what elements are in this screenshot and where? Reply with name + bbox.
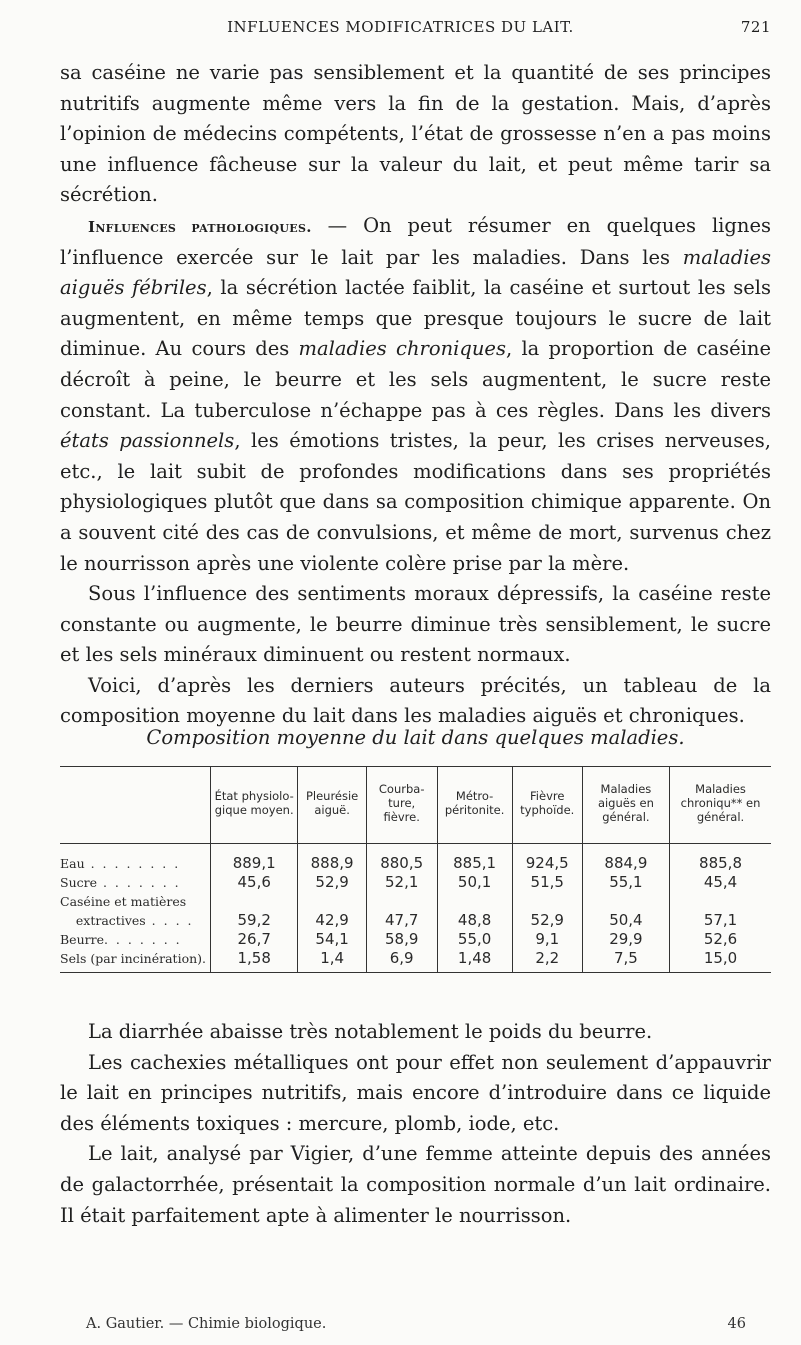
row-leader-dots: . . . . xyxy=(145,913,194,928)
paragraph-diarrhea: La diarrhée abaisse très notablement le poids du beurre. xyxy=(88,1020,653,1043)
table-cell: 55,0 xyxy=(437,930,512,949)
text-run: , la sécrétion lactée faiblit, la caséine et surtout les sels augmentent, en même temps que presque toujours le sucre de lait diminue. Au cours des xyxy=(60,276,771,361)
row-leader-dots: . . . . . . . xyxy=(97,875,181,890)
table-cell: 50,4 xyxy=(582,911,669,930)
row-leader-dots: . . . . . . . xyxy=(103,932,182,947)
page-number: 721 xyxy=(740,18,771,36)
row-label-text: Sucre xyxy=(60,875,97,890)
table-cell: 9,1 xyxy=(512,930,582,949)
signature-mark: 46 xyxy=(727,1316,746,1332)
paragraph-cachexies: Les cachexies métalliques ont pour effet non seulement d’appauvrir le lait en principes nutritifs, mais encore d’introduire dans ce liquide des éléments toxiques : mercure, plomb, iode, etc. xyxy=(60,1050,771,1135)
paragraph-moral-sentiments: Sous l’influence des sentiments moraux dépressifs, la caséine reste constante ou augmente, le beurre diminue très sensiblement, le sucre et les sels minéraux diminuent ou restent normaux. xyxy=(60,582,771,667)
table-cell: 57,1 xyxy=(670,911,771,930)
row-label-text: Sels (par incinération). xyxy=(60,951,206,966)
row-label-text: Beurre xyxy=(60,932,104,947)
table-cell: 47,7 xyxy=(366,911,437,930)
paragraph-table-intro: Voici, d’après les derniers auteurs précités, un tableau de la composition moyenne du lait dans les maladies aiguës et chroniques. xyxy=(60,673,771,728)
table-cell: 885,1 xyxy=(437,844,512,874)
text-run: , la proportion de caséine décroît à peine, le beurre et les sels augmentent, le sucre reste constant. La tuberculose n’échappe pas à ces règles. Dans les divers xyxy=(60,337,771,422)
table-cell: 52,9 xyxy=(298,873,366,892)
table-cell: 45,4 xyxy=(670,873,771,892)
closing-text xyxy=(60,1017,771,1231)
composition-table xyxy=(60,766,771,973)
table-cell: 55,1 xyxy=(582,873,669,892)
row-label xyxy=(60,844,211,874)
row-label-text: Eau xyxy=(60,856,85,871)
emphasis-acute-diseases: maladies aiguës fébriles xyxy=(60,245,771,300)
page-footer xyxy=(86,1316,746,1332)
row-label xyxy=(60,873,211,892)
table-header-row xyxy=(60,767,771,844)
column-header: Maladies chroniqu** en général. xyxy=(670,767,771,844)
table-caption: Composition moyenne du lait dans quelques maladies. xyxy=(146,726,685,749)
row-label xyxy=(60,911,211,930)
column-header: Pleurésie aiguë. xyxy=(298,767,366,844)
table-cell: 52,9 xyxy=(512,911,582,930)
table-cell: 1,58 xyxy=(211,949,298,973)
column-header: État physiolo-gique moyen. xyxy=(211,767,298,844)
table-cell: 2,2 xyxy=(512,949,582,973)
table-cell: 50,1 xyxy=(437,873,512,892)
table-cell: 26,7 xyxy=(211,930,298,949)
table-cell: 59,2 xyxy=(211,911,298,930)
row-label: Caséine et matières xyxy=(60,894,187,909)
row-label xyxy=(60,930,211,949)
table-row xyxy=(60,873,771,892)
text-run: , les émotions tristes, la peur, les crises nerveuses, etc., le lait subit de profondes modifications dans ses propriétés physiologiques plutôt que dans sa composition chimique apparente. On a souvent cité des cas de convulsions, et même de mort, survenus chez le nourrisson après une violente colère prise par la mère. xyxy=(60,429,771,575)
table-cell: 29,9 xyxy=(582,930,669,949)
table-cell: 51,5 xyxy=(512,873,582,892)
table-cell: 52,1 xyxy=(366,873,437,892)
table-row xyxy=(60,930,771,949)
table-cell: 885,8 xyxy=(670,844,771,874)
main-text xyxy=(60,58,771,732)
table-cell: 15,0 xyxy=(670,949,771,973)
table-cell: 52,6 xyxy=(670,930,771,949)
table-row xyxy=(60,844,771,874)
table-cell: 1,4 xyxy=(298,949,366,973)
table-cell: 6,9 xyxy=(366,949,437,973)
table-cell: 888,9 xyxy=(298,844,366,874)
table-cell: 7,5 xyxy=(582,949,669,973)
table-cell: 924,5 xyxy=(512,844,582,874)
table-cell: 889,1 xyxy=(211,844,298,874)
row-label-text: extractives xyxy=(75,913,146,928)
table-cell: 880,5 xyxy=(366,844,437,874)
emphasis-passional-states: états passionnels xyxy=(60,429,235,453)
paragraph-vigier: Le lait, analysé par Vigier, d’une femme atteinte depuis des années de galactorrhée, présentait la composition normale d’un lait ordinaire. Il était parfaitement apte à alimenter le nourrisson. xyxy=(60,1142,771,1227)
running-title: INFLUENCES MODIFICATRICES DU LAIT. xyxy=(227,18,574,36)
table-cell: 58,9 xyxy=(366,930,437,949)
table-cell: 45,6 xyxy=(211,873,298,892)
column-header: Fièvre typhoïde. xyxy=(512,767,582,844)
column-header: Métro-péritonite. xyxy=(437,767,512,844)
table-cell: 42,9 xyxy=(298,911,366,930)
table-cell: 1,48 xyxy=(437,949,512,973)
paragraph-1: sa caséine ne varie pas sensiblement et la quantité de ses principes nutritifs augmente même vers la fin de la gestation. Mais, d’après l’opinion de médecins compétents, l’état de grossesse n’en a pas moins une influence fâcheuse sur la valeur du lait, et peut même tarir sa sécrétion. xyxy=(60,61,771,207)
table-cell: 48,8 xyxy=(437,911,512,930)
column-header: Courba-ture, fièvre. xyxy=(366,767,437,844)
table-cell: 54,1 xyxy=(298,930,366,949)
table-row xyxy=(60,949,771,973)
text-run: — On peut résumer en quelques lignes l’influence exercée sur le lait par les maladies. Dans les xyxy=(60,213,772,269)
emphasis-chronic-diseases: maladies chroniques xyxy=(298,337,506,361)
book-credit: A. Gautier. — Chimie biologique. xyxy=(86,1316,327,1332)
table-corner-cell xyxy=(60,767,211,844)
table-cell: 884,9 xyxy=(582,844,669,874)
paragraph-pathological-influences xyxy=(60,211,771,579)
row-label xyxy=(60,949,211,973)
column-header: Maladies aiguës en général. xyxy=(582,767,669,844)
run-in-heading: Influences pathologiques. xyxy=(88,217,312,236)
table-row-label-continuation xyxy=(60,892,771,911)
table-row xyxy=(60,911,771,930)
row-leader-dots: . . . . . . . . xyxy=(84,856,181,871)
running-header xyxy=(60,18,771,36)
